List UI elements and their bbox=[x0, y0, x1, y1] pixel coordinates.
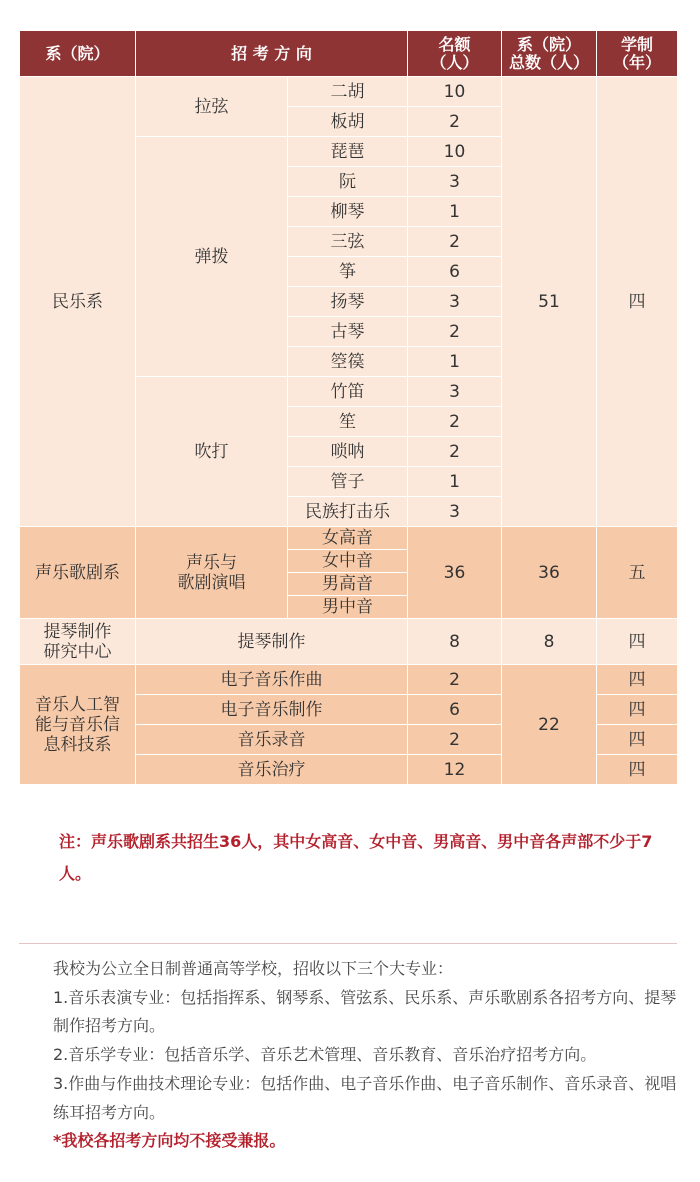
direction-vocal bbox=[136, 527, 288, 619]
total-ai: 22 bbox=[502, 665, 597, 785]
intro-item-musicology: 2.音乐学专业：包括音乐学、音乐艺术管理、音乐教育、音乐治疗招考方向。 bbox=[53, 1045, 597, 1065]
quota-guqin: 2 bbox=[408, 317, 502, 347]
total-vocal: 36 bbox=[502, 527, 597, 619]
intro-item-composition: 3.作曲与作曲技术理论专业：包括作曲、电子音乐作曲、电子音乐制作、音乐录音、视唱练耳招考方向。 bbox=[53, 1073, 677, 1122]
quota-ruan: 3 bbox=[408, 167, 502, 197]
quota-konghou: 1 bbox=[408, 347, 502, 377]
instrument-sheng: 笙 bbox=[288, 407, 408, 437]
quota-yangqin: 3 bbox=[408, 287, 502, 317]
quota-liuqin: 1 bbox=[408, 197, 502, 227]
years-electronic-composition: 四 bbox=[597, 665, 678, 695]
no-multiple-application-warning: *我校各招考方向均不接受兼报。 bbox=[53, 1131, 286, 1151]
instrument-dizi: 竹笛 bbox=[288, 377, 408, 407]
instrument-guanzi: 管子 bbox=[288, 467, 408, 497]
direction-electronic-production: 电子音乐制作 bbox=[136, 695, 408, 725]
header-direction: 招 考 方 向 bbox=[136, 31, 408, 77]
header-years-text: 学制 （年） bbox=[612, 34, 661, 72]
instrument-erhu: 二胡 bbox=[288, 77, 408, 107]
quota-recording: 2 bbox=[408, 725, 502, 755]
dept-vocal: 声乐歌剧系 bbox=[20, 527, 136, 619]
total-folk: 51 bbox=[502, 77, 597, 527]
section-divider bbox=[19, 943, 677, 944]
vocal-quota-note: 注：声乐歌剧系共招生36人，其中女高音、女中音、男高音、男中音各声部不少于7人。 bbox=[59, 832, 653, 883]
quota-pipa: 10 bbox=[408, 137, 502, 167]
direction-violin: 提琴制作 bbox=[136, 619, 408, 665]
direction-music-therapy: 音乐治疗 bbox=[136, 755, 408, 785]
quota-zheng: 6 bbox=[408, 257, 502, 287]
major-intro bbox=[19, 955, 677, 1156]
instrument-guqin: 古琴 bbox=[288, 317, 408, 347]
instrument-sanxian: 三弦 bbox=[288, 227, 408, 257]
instrument-yangqin: 扬琴 bbox=[288, 287, 408, 317]
quota-electronic-production: 6 bbox=[408, 695, 502, 725]
table-row bbox=[20, 619, 678, 665]
quota-erhu: 10 bbox=[408, 77, 502, 107]
enrollment-quota-table bbox=[19, 30, 678, 785]
dept-ai-text: 音乐人工智 能与音乐信 息科技系 bbox=[35, 694, 120, 755]
quota-sanxian: 2 bbox=[408, 227, 502, 257]
voice-soprano: 女高音 bbox=[288, 527, 408, 550]
years-folk: 四 bbox=[597, 77, 678, 527]
group-plucked: 弹拨 bbox=[136, 137, 288, 377]
header-quota bbox=[408, 31, 502, 77]
quota-percussion: 3 bbox=[408, 497, 502, 527]
dept-violin bbox=[20, 619, 136, 665]
table-header-row bbox=[20, 31, 678, 77]
voice-mezzo: 女中音 bbox=[288, 550, 408, 573]
instrument-pipa: 琵琶 bbox=[288, 137, 408, 167]
header-total-text: 系（院） 总数（人） bbox=[508, 34, 589, 72]
dept-ai bbox=[20, 665, 136, 785]
instrument-percussion: 民族打击乐 bbox=[288, 497, 408, 527]
quota-dizi: 3 bbox=[408, 377, 502, 407]
instrument-liuqin: 柳琴 bbox=[288, 197, 408, 227]
quota-guanzi: 1 bbox=[408, 467, 502, 497]
voice-tenor: 男高音 bbox=[288, 573, 408, 596]
direction-recording: 音乐录音 bbox=[136, 725, 408, 755]
instrument-konghou: 箜篌 bbox=[288, 347, 408, 377]
voice-baritone: 男中音 bbox=[288, 596, 408, 619]
quota-vocal: 36 bbox=[408, 527, 502, 619]
direction-electronic-composition: 电子音乐作曲 bbox=[136, 665, 408, 695]
quota-suona: 2 bbox=[408, 437, 502, 467]
instrument-ruan: 阮 bbox=[288, 167, 408, 197]
header-quota-text: 名额 （人） bbox=[430, 34, 479, 72]
total-violin: 8 bbox=[502, 619, 597, 665]
direction-vocal-text: 声乐与 歌剧演唱 bbox=[177, 552, 246, 593]
quota-violin: 8 bbox=[408, 619, 502, 665]
intro-item-performance: 1.音乐表演专业：包括指挥系、钢琴系、管弦系、民乐系、声乐歌剧系各招考方向、提琴制作招考方向。 bbox=[53, 987, 677, 1036]
intro-lead: 我校为公立全日制普通高等学校，招收以下三个大专业： bbox=[53, 959, 454, 978]
group-wind-percussion: 吹打 bbox=[136, 377, 288, 527]
table-row bbox=[20, 77, 678, 107]
years-vocal: 五 bbox=[597, 527, 678, 619]
years-music-therapy: 四 bbox=[597, 755, 678, 785]
dept-violin-text: 提琴制作 研究中心 bbox=[43, 621, 112, 662]
dept-folk: 民乐系 bbox=[20, 77, 136, 527]
group-bowed: 拉弦 bbox=[136, 77, 288, 137]
instrument-banhu: 板胡 bbox=[288, 107, 408, 137]
header-total bbox=[502, 31, 597, 77]
table-row bbox=[20, 665, 678, 695]
quota-electronic-composition: 2 bbox=[408, 665, 502, 695]
header-dept: 系（院） bbox=[20, 31, 136, 77]
quota-sheng: 2 bbox=[408, 407, 502, 437]
quota-banhu: 2 bbox=[408, 107, 502, 137]
years-recording: 四 bbox=[597, 725, 678, 755]
table-row bbox=[20, 527, 678, 550]
instrument-suona: 唢呐 bbox=[288, 437, 408, 467]
quota-music-therapy: 12 bbox=[408, 755, 502, 785]
years-violin: 四 bbox=[597, 619, 678, 665]
instrument-zheng: 筝 bbox=[288, 257, 408, 287]
years-electronic-production: 四 bbox=[597, 695, 678, 725]
header-years bbox=[597, 31, 678, 77]
